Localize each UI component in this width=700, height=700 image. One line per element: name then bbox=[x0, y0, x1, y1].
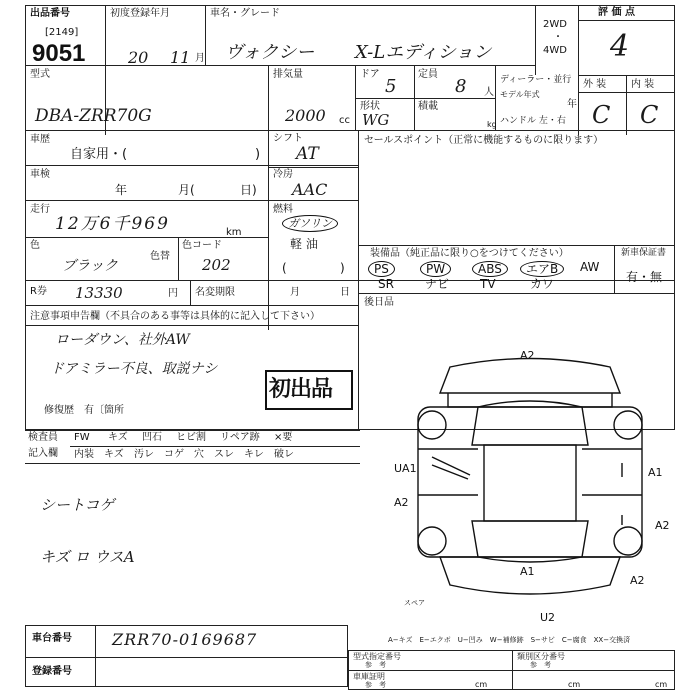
mileage-unit: km bbox=[226, 227, 242, 238]
drive-4wd: 4WD bbox=[543, 45, 567, 56]
grade-score: 4 bbox=[610, 29, 630, 64]
equipment-row2-0: SR bbox=[378, 277, 394, 291]
class-number-sub: 参 考 bbox=[530, 661, 551, 669]
garage-cert-sub: 参 考 bbox=[365, 681, 386, 689]
lot-code: [2149] bbox=[45, 27, 79, 38]
inspector-row1-item-4: リペア跡 bbox=[220, 432, 260, 443]
damage-legend: A−キズ E−エクボ U−凹み W−補修跡 S−サビ C−腐食 XX−交換済 bbox=[388, 636, 631, 644]
first-reg-month: 11 bbox=[170, 48, 191, 67]
equipment-row1-2: ABS bbox=[472, 261, 508, 277]
exterior-grade: C bbox=[592, 101, 611, 129]
notes-line-1: ローダウン、社外AW bbox=[55, 332, 190, 348]
recycle-label: R券 bbox=[30, 286, 47, 297]
type-number-label: 型式指定番号 bbox=[353, 652, 401, 661]
notes-line-2: ドアミラー不良、取説ナシ bbox=[50, 361, 218, 377]
inspector-label-1: 検査員 bbox=[28, 432, 58, 443]
mark-bottom-right: A2 bbox=[630, 574, 645, 587]
doors-label: ドア bbox=[360, 69, 380, 80]
fuel-label: 燃料 bbox=[273, 204, 293, 215]
exterior-label: 外 装 bbox=[583, 79, 607, 90]
load-label: 積載 bbox=[418, 101, 438, 112]
capacity-value: 8 bbox=[455, 76, 467, 97]
equipment-row2-3: カワ bbox=[530, 277, 555, 291]
color-code: 202 bbox=[202, 256, 231, 274]
inspection-month: 月( bbox=[178, 183, 195, 197]
inspector-row2-item-3: コゲ bbox=[164, 449, 184, 460]
aircon-value: AAC bbox=[292, 180, 328, 199]
inspector-row1-item-1: キズ bbox=[108, 432, 128, 443]
inspector-row1-item-5: ×要 bbox=[274, 432, 293, 443]
handle-label: ハンドル 左・右 bbox=[500, 116, 566, 126]
history-label: 車歴 bbox=[30, 134, 50, 145]
name-change-month: 月 bbox=[290, 287, 300, 298]
lot-number: 9051 bbox=[32, 40, 86, 67]
shape-label: 形状 bbox=[360, 101, 380, 112]
history-close: ) bbox=[255, 147, 261, 162]
displacement-label: 排気量 bbox=[273, 69, 303, 80]
color-value: ブラック bbox=[62, 258, 118, 274]
name-change-label: 名変期限 bbox=[195, 287, 235, 298]
cm-unit-3: cm bbox=[655, 680, 668, 689]
inspector-row2-item-1: キズ bbox=[104, 449, 124, 460]
shift-label: シフト bbox=[273, 133, 303, 144]
chassis-label: 車台番号 bbox=[32, 633, 72, 644]
mark-spare: スペア bbox=[404, 599, 425, 607]
model-year-unit: 年 bbox=[567, 99, 577, 110]
equipment-row2-1: ナビ bbox=[425, 277, 450, 291]
color-label: 色 bbox=[30, 240, 40, 251]
fuel-paren-close: ) bbox=[340, 261, 345, 275]
mileage-value: 12万6千969 bbox=[55, 214, 170, 234]
displacement-unit: cc bbox=[339, 115, 350, 126]
handwritten-line-2: キズ ロ ウスA bbox=[40, 548, 135, 566]
warranty-value: 有・無 bbox=[626, 270, 663, 284]
inspector-row2-item-4: 穴 bbox=[194, 449, 204, 460]
model-code-value: DBA-ZRR70G bbox=[35, 106, 152, 126]
color-num-label: 色替 bbox=[150, 251, 170, 262]
shift-value: AT bbox=[296, 144, 319, 164]
mark-left-1: UA1 bbox=[394, 462, 417, 475]
mark-right-2: A2 bbox=[655, 519, 670, 532]
model-grade-value: X-Lエディション bbox=[355, 42, 492, 63]
mark-bottom: U2 bbox=[540, 611, 556, 624]
equipment-row1-3: エアB bbox=[520, 261, 564, 277]
mark-right-1: A1 bbox=[648, 466, 663, 479]
history-value: 自家用・( bbox=[70, 147, 128, 162]
recycle-value: 13330 bbox=[75, 284, 123, 302]
model-year-label: モデル年式 bbox=[500, 90, 540, 99]
first-reg-year: 20 bbox=[128, 48, 149, 67]
equipment-row1-1: PW bbox=[420, 261, 451, 277]
aircon-label: 冷房 bbox=[273, 169, 293, 180]
dealer-label: ディーラー・並行 bbox=[500, 75, 572, 85]
interior-label: 内 装 bbox=[631, 79, 655, 90]
doors-value: 5 bbox=[385, 76, 397, 97]
class-number-label: 類別区分番号 bbox=[517, 652, 565, 661]
model-code-label: 型式 bbox=[30, 69, 50, 80]
displacement-value: 2000 bbox=[285, 106, 326, 125]
capacity-label: 定員 bbox=[418, 69, 438, 80]
warranty-label: 新車保証書 bbox=[621, 248, 667, 258]
garage-cert-label: 車庫証明 bbox=[353, 672, 385, 681]
shape-value: WG bbox=[362, 111, 390, 129]
equipment-row1-0: PS bbox=[368, 261, 395, 277]
inspector-row1-item-0: FW bbox=[74, 432, 90, 443]
inspector-row2-item-2: 汚レ bbox=[134, 449, 154, 460]
model-name-value: ヴォクシー bbox=[225, 42, 315, 63]
registration-label: 登録番号 bbox=[32, 666, 72, 677]
first-reg-label: 初度登録年月 bbox=[110, 8, 170, 19]
color-code-label: 色コード bbox=[182, 240, 222, 251]
inspector-row2-item-0: 内装 bbox=[74, 449, 94, 460]
interior-grade: C bbox=[640, 101, 659, 129]
model-name-label: 車名・グレード bbox=[210, 8, 280, 19]
fuel-paren-open: ( bbox=[282, 261, 287, 275]
cm-unit-1: cm bbox=[475, 680, 488, 689]
inspection-year: 年 bbox=[115, 183, 128, 197]
capacity-unit: 人 bbox=[484, 87, 494, 98]
recycle-unit: 円 bbox=[168, 288, 178, 299]
mileage-label: 走行 bbox=[30, 204, 50, 215]
mark-center: A1 bbox=[520, 565, 535, 578]
grade-label: 評 価 点 bbox=[598, 7, 635, 18]
drive-dot: ・ bbox=[553, 32, 563, 43]
first-reg-month-unit: 月 bbox=[195, 53, 205, 64]
handwritten-line-1: シートコゲ bbox=[40, 496, 115, 514]
equipment-row2-2: TV bbox=[480, 277, 496, 291]
inspector-row2-item-7: 破レ bbox=[274, 449, 294, 460]
sales-point-label: セールスポイント（正常に機能するものに限ります） bbox=[364, 135, 604, 146]
load-unit: kg bbox=[487, 120, 497, 129]
first-listing-stamp: 初出品 bbox=[265, 370, 353, 410]
inspector-label-2: 記入欄 bbox=[28, 448, 58, 459]
fuel-gasoline-circled: ガソリン bbox=[282, 215, 338, 232]
equipment-label: 装備品（純正品に限り○をつけてください） bbox=[370, 248, 569, 259]
inspection-label: 車検 bbox=[30, 169, 50, 180]
equipment-row1-4: AW bbox=[580, 260, 600, 274]
mark-top: A2 bbox=[520, 349, 535, 362]
chassis-value: ZRR70-0169687 bbox=[112, 630, 258, 649]
notes-label: 注意事項申告欄（不具合のある事等は具体的に記入して下さい） bbox=[30, 311, 320, 322]
type-number-sub: 参 考 bbox=[365, 661, 386, 669]
inspector-row2-item-5: スレ bbox=[214, 449, 234, 460]
inspector-row2-item-6: キレ bbox=[244, 449, 264, 460]
inspector-row1-item-3: ヒビ割 bbox=[176, 432, 206, 443]
lot-label: 出品番号 bbox=[30, 8, 70, 19]
rear-seat-label: 後日品 bbox=[364, 297, 394, 308]
drive-2wd: 2WD bbox=[543, 19, 567, 30]
mark-left-2: A2 bbox=[394, 496, 409, 509]
inspector-row1-item-2: 凹石 bbox=[142, 432, 162, 443]
name-change-day: 日 bbox=[340, 287, 350, 298]
cm-unit-2: cm bbox=[568, 680, 581, 689]
inspection-day: 日) bbox=[240, 183, 257, 197]
fuel-diesel: 軽 油 bbox=[290, 237, 318, 251]
repair-history: 修復歴 有〔箇所 bbox=[44, 405, 124, 416]
